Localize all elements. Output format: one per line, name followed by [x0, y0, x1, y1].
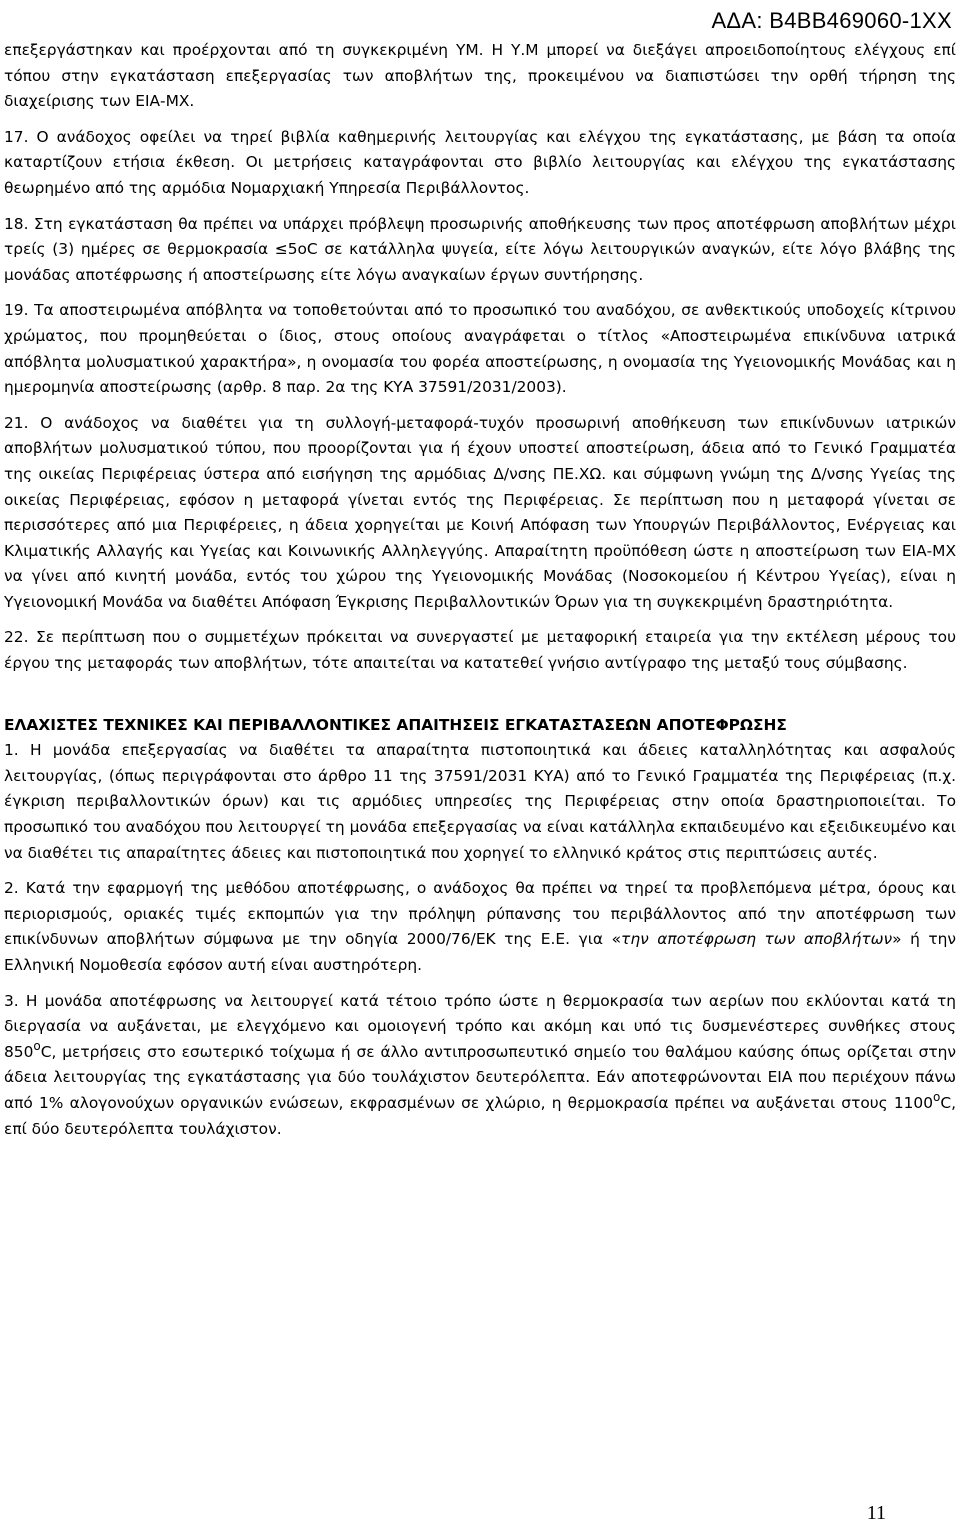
degree-superscript-1: o [33, 1038, 41, 1053]
paragraph-19: 19. Τα αποστειρωμένα απόβλητα να τοποθετούνται από το προσωπικό του αναδόχου, σε ανθεκτικούς υποδοχείς κίτρινου χρώματος, που προμηθεύεται ο ίδιος, στους οποίους αναγράφεται ο τίτλος «Αποστειρωμένα επικίνδυνα ιατρικά απόβλητα μολυσματικού χαρακτήρα», η ονομασία του φορέα αποστείρωσης, η ονομασία της Υγειονομικής Μονάδας και η ημερομηνία αποστείρωσης (αρθρ. 8 παρ. 2α της ΚΥΑ 37591/2031/2003). [4, 301, 956, 397]
paragraph-21: 21. Ο ανάδοχος να διαθέτει για τη συλλογή-μεταφορά-τυχόν προσωρινή αποθήκευση των επικίνδυνων ιατρικών αποβλήτων μολυσματικού τύπου, που προορίζονται για ή έχουν υποστεί αποστείρωση, άδεια από το Γενικό Γραμματέα της οικείας Περιφέρειας ύστερα από εισήγηση της αρμόδιας Δ/νσης ΠΕ.ΧΩ. και σύμφωνη γνώμη της Δ/νσης Υγείας της οικείας Περιφέρειας, εφόσον η μεταφορά γίνεται εντός της Περιφέρειας. Σε περίπτωση που η μεταφορά γίνεται σε περισσότερες από μια Περιφέρειες, η άδεια χορηγείται με Κοινή Απόφαση των Υπουργών Περιβάλλοντος, Ενέργειας και Κλιματικής Αλλαγής και Υγείας και Κοινωνικής Αλληλεγγύης. Απαραίτητη προϋπόθεση ώστε η αποστείρωση των ΕΙΑ-ΜΧ να γίνει από κινητή μονάδα, εντός του χώρου της Υγειονομικής Μονάδας (Νοσοκομείου ή Κέντρου Υγείας), είναι η Υγειονομική Μονάδα να διαθέτει Απόφαση Έγκρισης Περιβαλλοντικών Όρων για τη συγκεκριμένη δραστηριότητα. [4, 413, 956, 611]
requirement-item-2 [4, 876, 956, 978]
item-3-text-part-2: C, μετρήσεις στο εσωτερικό τοίχωμα ή σε άλλο αντιπροσωπευτικό σημείο του θαλάμου καύσης όπως ορίζεται στην άδεια λειτουργίας της εγκατάστασης για δύο τουλάχιστον δευτερόλεπτα. Εάν αποτεφρώνονται ΕΙΑ που περιέχουν πάνω από 1% αλογονούχων οργανικών ενώσεων, εκφρασμένων σε χλώριο, η θερμοκρασία πρέπει να αυξάνεται στους 1100 [4, 1042, 956, 1112]
requirement-item-3 [4, 989, 956, 1143]
paragraph-intro: επεξεργάστηκαν και προέρχονται από τη συγκεκριμένη ΥΜ. Η Υ.Μ μπορεί να διεξάγει απροειδοποίητους ελέγχους επί τόπου στην εγκατάσταση επεξεργασίας των αποβλήτων της, προκειμένου να διαπιστώσει την ορθή τήρηση της διαχείρισης των ΕΙΑ-ΜΧ. [4, 41, 956, 111]
item-2-text-end: » ή την Ελληνική Νομοθεσία εφόσον αυτή είναι αυστηρότερη. [4, 930, 956, 974]
document-ada-code: ΑΔΑ: Β4ΒΒ469060-1ΧΧ [711, 8, 952, 33]
item-2-text-start: 2. Κατά την εφαρμογή της μεθόδου αποτέφρωσης, ο ανάδοχος θα πρέπει να τηρεί τα προβλεπόμενα μέτρα, όρους και περιορισμούς, οριακές τιμές εκπομπών για την πρόληψη ρύπανσης του περιβάλλοντος από την αποτέφρωση των επικίνδυνων αποβλήτων σύμφωνα με την οδηγία 2000/76/ΕΚ της Ε.Ε. για « [4, 879, 956, 949]
paragraph-17: 17. Ο ανάδοχος οφείλει να τηρεί βιβλία καθημερινής λειτουργίας και ελέγχου της εγκατάστασης, με βάση τα οποία καταρτίζουν ετήσια έκθεση. Οι μετρήσεις καταγράφονται στο βιβλίο λειτουργίας και ελέγχου της εγκατάστασης θεωρημένο από της αρμόδια Νομαρχιακή Υπηρεσία Περιβάλλοντος. [4, 127, 956, 197]
paragraph-18: 18. Στη εγκατάσταση θα πρέπει να υπάρχει πρόβλεψη προσωρινής αποθήκευσης των προς αποτέφρωση αποβλήτων μέχρι τρείς (3) ημέρες σε θερμοκρασία ≤5oC σε κατάλληλα ψυγεία, είτε λόγω λειτουργικών αναγκών, είτε λόγο βλάβης της μονάδας αποτέφρωσης ή αποστείρωσης είτε λόγω αναγκαίων έργων συντήρησης. [4, 214, 956, 284]
item-3-text-part-1: 3. Η μονάδα αποτέφρωσης να λειτουργεί κατά τέτοιο τρόπο ώστε η θερμοκρασία των αερίων που εκλύονται κατά τη διεργασία να αυξάνεται, με ελεγχόμενο και ομοιογενή τρόπο και ακόμη και υπό τις δυσμενέστερες συνθήκες στους 850 [4, 991, 956, 1061]
paragraph-22: 22. Σε περίπτωση που ο συμμετέχων πρόκειται να συνεργαστεί με μεταφορική εταιρεία για την εκτέλεση μέρους του έργου της μεταφοράς των αποβλήτων, τότε απαιτείται να κατατεθεί γνήσιο αντίγραφο της μεταξύ τους σύμβασης. [4, 628, 956, 673]
section-heading: ΕΛΑΧΙΣΤΕΣ ΤΕΧΝΙΚΕΣ ΚΑΙ ΠΕΡΙΒΑΛΛΟΝΤΙΚΕΣ ΑΠΑΙΤΗΣΕΙΣ ΕΓΚΑΤΑΣΤΑΣΕΩΝ ΑΠΟΤΕΦΡΩΣΗΣ [4, 715, 787, 734]
degree-superscript-2: o [933, 1089, 941, 1104]
item-2-italic-text: την αποτέφρωση των αποβλήτων [621, 930, 893, 949]
page-number: 11 [866, 1502, 886, 1524]
document-body [4, 38, 956, 1152]
item-3-text-part-3: C, επί δύο δευτερόλεπτα τουλάχιστον. [4, 1093, 956, 1138]
requirement-item-1: 1. Η μονάδα επεξεργασίας να διαθέτει τα απαραίτητα πιστοποιητικά και άδειες καταλληλότητας και ασφαλούς λειτουργίας, (όπως περιγράφονται στο άρθρο 11 της 37591/2031 ΚΥΑ) από το Γενικό Γραμματέα της Περιφέρειας (π.χ. έγκριση περιβαλλοντικών όρων) και τις αρμόδιες υπηρεσίες της Περιφέρειας στην οποία δραστηριοποιείται. Το προσωπικό του αναδόχου που λειτουργεί τη μονάδα επεξεργασίας να είναι κατάλληλα εκπαιδευμένο και εξειδικευμένο και να διαθέτει τις απαραίτητες άδειες και πιστοποιητικά που χορηγεί το ελληνικό κράτος στις περιπτώσεις αυτές. [4, 741, 956, 862]
